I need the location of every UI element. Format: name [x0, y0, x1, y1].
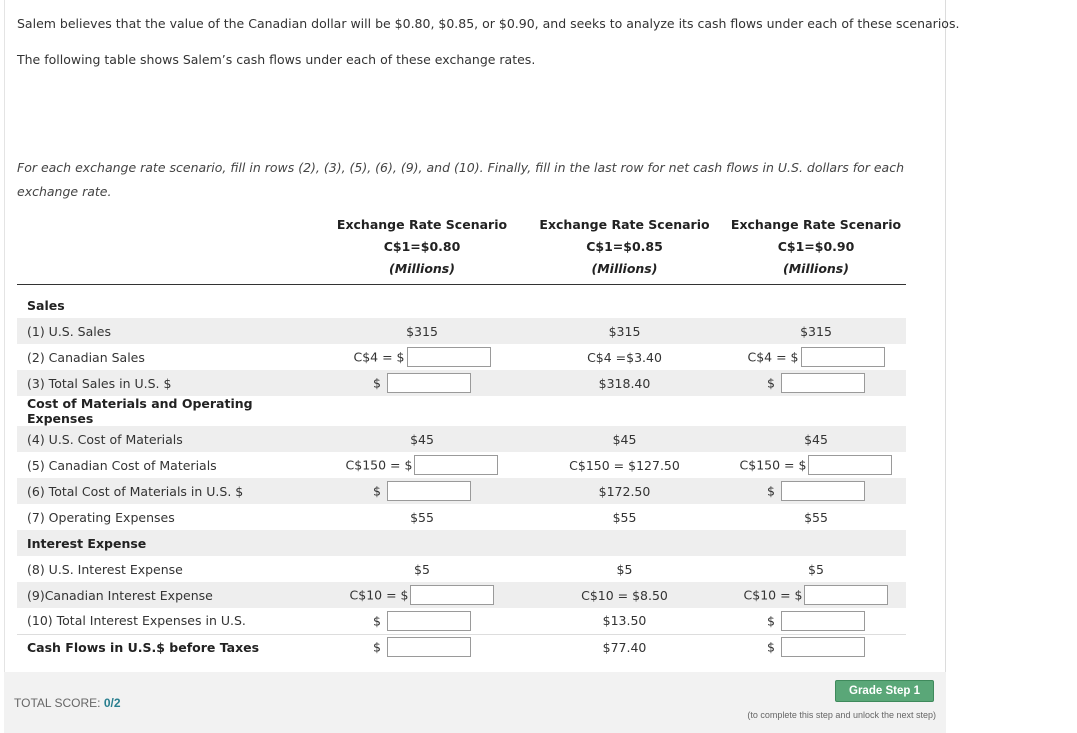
canadian-cost-090-input[interactable] [808, 455, 892, 475]
total-interest-090-input[interactable] [781, 611, 865, 631]
cash-flows-090-input[interactable] [781, 637, 865, 657]
input-prefix: $ [373, 375, 381, 391]
cash-flow-table [17, 214, 906, 660]
cell-value: $55 [410, 509, 434, 525]
header-scenario-090 [726, 214, 906, 284]
total-interest-080-input[interactable] [387, 611, 471, 631]
input-prefix: $ [767, 375, 775, 391]
cell-value: $315 [523, 318, 726, 344]
canadian-interest-080-input[interactable] [410, 585, 494, 605]
input-prefix: $ [373, 613, 381, 629]
row-label: Cash Flows in U.S.$ before Taxes [17, 634, 321, 660]
cell-value: $45 [321, 426, 523, 452]
cell-value: $55 [612, 509, 637, 525]
header-rate: C$1=$0.90 [777, 239, 855, 254]
cell-value: C$150 = $127.50 [569, 457, 680, 473]
row-label: (8) U.S. Interest Expense [27, 561, 183, 577]
table-row-cash-flows [17, 634, 906, 660]
cash-flows-080-input[interactable] [387, 637, 471, 657]
cell-input-group [726, 608, 906, 634]
cell-value: $5 [616, 561, 633, 577]
cell-input-group [726, 344, 906, 370]
section-sales-row [17, 292, 906, 318]
intro-text-1: Salem believes that the value of the Canadian dollar will be $0.80, $0.85, or $0.90, and seeks to analyze its cash flows under each of these scenarios. [17, 16, 960, 31]
section-label: Sales [27, 297, 65, 313]
canadian-sales-090-input[interactable] [801, 347, 885, 367]
input-prefix: $ [767, 483, 775, 499]
canadian-cost-080-input[interactable] [414, 455, 498, 475]
cell-value: $77.40 [523, 634, 726, 660]
cell-input-group [321, 634, 523, 660]
table-row-us-interest [17, 556, 906, 582]
cell-input-group [321, 582, 523, 608]
intro-text-2: The following table shows Salem’s cash flows under each of these exchange rates. [17, 52, 536, 67]
row-label: (3) Total Sales in U.S. $ [17, 370, 321, 396]
table-row-canadian-interest [17, 582, 906, 608]
input-prefix: $ [767, 639, 775, 655]
total-cost-090-input[interactable] [781, 481, 865, 501]
cell-input-group [726, 582, 906, 608]
table-row-total-interest [17, 608, 906, 634]
input-prefix: C$10 = $ [349, 587, 409, 603]
section-label: Interest Expense [17, 530, 321, 556]
cell-input-group [321, 370, 523, 396]
header-title: Exchange Rate Scenario [336, 217, 508, 232]
score-value: 0/2 [103, 696, 121, 710]
canadian-sales-080-input[interactable] [407, 347, 491, 367]
input-prefix: $ [373, 483, 381, 499]
cell-value: $55 [804, 509, 828, 525]
section-label: Cost of Materials and Operating Expenses [27, 396, 253, 426]
input-prefix: C$150 = $ [345, 457, 413, 473]
section-costs-row [17, 396, 906, 426]
total-sales-080-input[interactable] [387, 373, 471, 393]
row-label: (1) U.S. Sales [17, 318, 321, 344]
row-label: (2) Canadian Sales [27, 349, 145, 365]
cell-value: $45 [726, 426, 906, 452]
total-cost-080-input[interactable] [387, 481, 471, 501]
header-title: Exchange Rate Scenario [539, 217, 710, 232]
header-unit: (Millions) [389, 261, 455, 276]
cell-value: $5 [414, 561, 430, 577]
input-prefix: $ [767, 613, 775, 629]
row-label: (4) U.S. Cost of Materials [17, 426, 321, 452]
header-rate: C$1=$0.80 [383, 239, 461, 254]
instructions-text: For each exchange rate scenario, fill in rows (2), (3), (5), (6), (9), and (10). Finally, fill in the last row for net cash flows in U.S. dollars for each exchange rate. [17, 160, 905, 199]
cell-value: $5 [808, 561, 824, 577]
cell-input-group [321, 478, 523, 504]
total-score [14, 696, 121, 710]
cell-value: $315 [321, 318, 523, 344]
input-prefix: $ [373, 639, 381, 655]
cell-value: $172.50 [523, 478, 726, 504]
header-rate: C$1=$0.85 [586, 239, 663, 254]
row-label: (6) Total Cost of Materials in U.S. $ [17, 478, 321, 504]
cell-input-group [321, 344, 523, 370]
cell-input-group [726, 634, 906, 660]
cell-input-group [726, 370, 906, 396]
header-unit: (Millions) [591, 261, 658, 276]
grade-step-button[interactable]: Grade Step 1 [835, 680, 934, 702]
cell-value: $13.50 [602, 613, 647, 629]
row-label: (9)Canadian Interest Expense [17, 582, 321, 608]
input-prefix: C$4 = $ [747, 349, 799, 365]
table-row-us-sales [17, 318, 906, 344]
cell-input-group [321, 608, 523, 634]
total-sales-090-input[interactable] [781, 373, 865, 393]
table-header-row [17, 214, 906, 284]
row-label: (7) Operating Expenses [27, 509, 175, 525]
score-label: TOTAL SCORE: [14, 696, 101, 710]
header-blank [17, 214, 321, 284]
table-row-operating-expenses [17, 504, 906, 530]
canadian-interest-090-input[interactable] [804, 585, 888, 605]
row-label: (5) Canadian Cost of Materials [27, 457, 217, 473]
cell-value: $318.40 [523, 370, 726, 396]
table-row-total-cost [17, 478, 906, 504]
table-row-canadian-sales [17, 344, 906, 370]
cell-input-group [321, 452, 523, 478]
header-title: Exchange Rate Scenario [730, 217, 902, 232]
table-row-us-cost [17, 426, 906, 452]
question-panel [4, 0, 960, 733]
row-label: (10) Total Interest Expenses in U.S. [27, 613, 246, 629]
table-row-total-sales [17, 370, 906, 396]
section-interest-row [17, 530, 906, 556]
input-prefix: C$150 = $ [739, 457, 807, 473]
cell-value: $45 [523, 426, 726, 452]
cell-value: $315 [726, 318, 906, 344]
grade-step-note: (to complete this step and unlock the next step) [747, 710, 936, 720]
input-prefix: C$4 = $ [353, 349, 405, 365]
header-scenario-085 [523, 214, 726, 284]
footer-bar [4, 672, 946, 733]
cell-input-group [726, 452, 906, 478]
cell-value: C$4 =$3.40 [587, 349, 662, 365]
header-scenario-080 [321, 214, 523, 284]
header-unit: (Millions) [783, 261, 849, 276]
table-row-canadian-cost [17, 452, 906, 478]
cell-input-group [726, 478, 906, 504]
cell-value: C$10 = $8.50 [523, 582, 726, 608]
input-prefix: C$10 = $ [743, 587, 803, 603]
